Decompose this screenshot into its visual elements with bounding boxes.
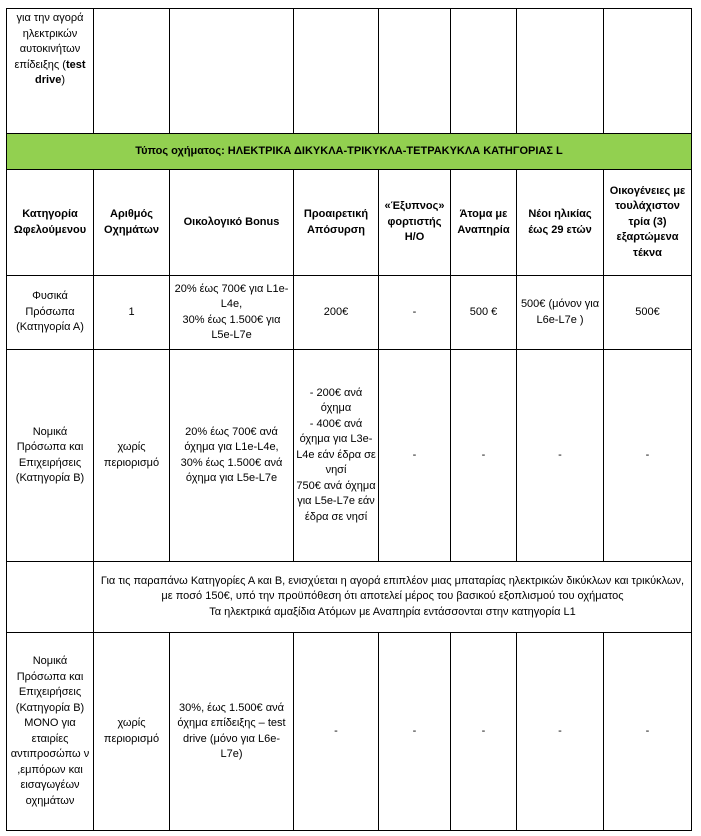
- header-families: Οικογένειες με τουλάχιστον τρία (3) εξαρτώμενα τέκνα: [604, 170, 692, 276]
- cell-scrappage: - 200€ ανά όχημα - 400€ ανά όχημα για L3e-L4e εάν έδρα σε νησί 750€ ανά όχημα για L5e-L7e εάν έδρα σε νησί: [294, 350, 379, 562]
- header-eco-bonus: Οικολογικό Bonus: [170, 170, 294, 276]
- note-line-1: Για τις παραπάνω Κατηγορίες Α και Β, ενισχύεται η αγορά επιπλέον μιας μπαταρίας ηλεκτρικών δικύκλων και τρικύκλων, με ποσό 150€, υπό την προϋπόθεση ότι αποτελεί μέρος του βασικού εξοπλισμού του οχήματος: [100, 574, 685, 603]
- empty-cell: [451, 9, 517, 134]
- cell-families: -: [604, 350, 692, 562]
- cell-youth: 500€ (μόνον για L6e-L7e ): [517, 276, 604, 350]
- empty-cell: [604, 9, 692, 134]
- subsidy-table: [6, 8, 692, 831]
- section-title-row: [7, 134, 692, 170]
- table-row-note: [7, 562, 692, 633]
- cell-text-bold: test drive: [35, 58, 86, 86]
- empty-cell: [294, 9, 379, 134]
- header-smart-charger: «Έξυπνος» φορτιστής Η/Ο: [379, 170, 451, 276]
- cell-youth: -: [517, 350, 604, 562]
- empty-cell: [94, 9, 170, 134]
- header-row: [7, 170, 692, 276]
- cell-scrappage: -: [294, 633, 379, 831]
- cell-charger: -: [379, 350, 451, 562]
- note-cell: [94, 562, 692, 633]
- cell-families: 500€: [604, 276, 692, 350]
- cell-text: για την αγορά ηλεκτρικών αυτοκινήτων επίδειξης (: [14, 12, 84, 71]
- cell-category: Νομικά Πρόσωπα και Επιχειρήσεις (Κατηγορία Β) ΜΟΝΟ για εταιρίες αντιπροσώπω ν ,εμπόρων και εισαγωγέων οχημάτων: [7, 633, 94, 831]
- header-vehicles: Αριθμός Οχημάτων: [94, 170, 170, 276]
- cell-vehicles: χωρίς περιορισμό: [94, 350, 170, 562]
- cell-scrappage: 200€: [294, 276, 379, 350]
- note-line-2: Τα ηλεκτρικά αμαξίδια Ατόμων με Αναπηρία εντάσσονται στην κατηγορία L1: [209, 605, 576, 618]
- cell-category: Νομικά Πρόσωπα και Επιχειρήσεις (Κατηγορία Β): [7, 350, 94, 562]
- cell-disability: 500 €: [451, 276, 517, 350]
- cell-vehicles: χωρίς περιορισμό: [94, 633, 170, 831]
- cell-charger: -: [379, 276, 451, 350]
- cell-text-end: ): [61, 74, 65, 86]
- table-row-category-a: [7, 276, 692, 350]
- header-scrappage: Προαιρετική Απόσυρση: [294, 170, 379, 276]
- test-drive-category-cell: [7, 9, 94, 134]
- cell-bonus: 20% έως 700€ για L1e-L4e, 30% έως 1.500€ για L5e-L7e: [170, 276, 294, 350]
- cell-bonus: 20% έως 700€ ανά όχημα για L1e-L4e, 30% έως 1.500€ ανά όχημα για L5e-L7e: [170, 350, 294, 562]
- empty-cell: [517, 9, 604, 134]
- cell-disability: -: [451, 633, 517, 831]
- section-title: Τύπος οχήματος: ΗΛΕΚΤΡΙΚΑ ΔΙΚΥΚΛΑ-ΤΡΙΚΥΚΛΑ-ΤΕΤΡΑΚΥΚΛΑ ΚΑΤΗΓΟΡΙΑΣ L: [7, 134, 692, 170]
- cell-vehicles: 1: [94, 276, 170, 350]
- cell-bonus: 30%, έως 1.500€ ανά όχημα επίδειξης – test drive (μόνο για L6e-L7e): [170, 633, 294, 831]
- header-category: Κατηγορία Ωφελούμενου: [7, 170, 94, 276]
- header-disability: Άτομα με Αναπηρία: [451, 170, 517, 276]
- cell-families: -: [604, 633, 692, 831]
- cell-category: Φυσικά Πρόσωπα (Κατηγορία Α): [7, 276, 94, 350]
- table-row-test-drive-continuation: [7, 9, 692, 134]
- header-youth: Νέοι ηλικίας έως 29 ετών: [517, 170, 604, 276]
- table-row-dealers: [7, 633, 692, 831]
- empty-cell: [170, 9, 294, 134]
- empty-cell: [7, 562, 94, 633]
- table-row-category-b: [7, 350, 692, 562]
- cell-disability: -: [451, 350, 517, 562]
- cell-youth: -: [517, 633, 604, 831]
- cell-charger: -: [379, 633, 451, 831]
- empty-cell: [379, 9, 451, 134]
